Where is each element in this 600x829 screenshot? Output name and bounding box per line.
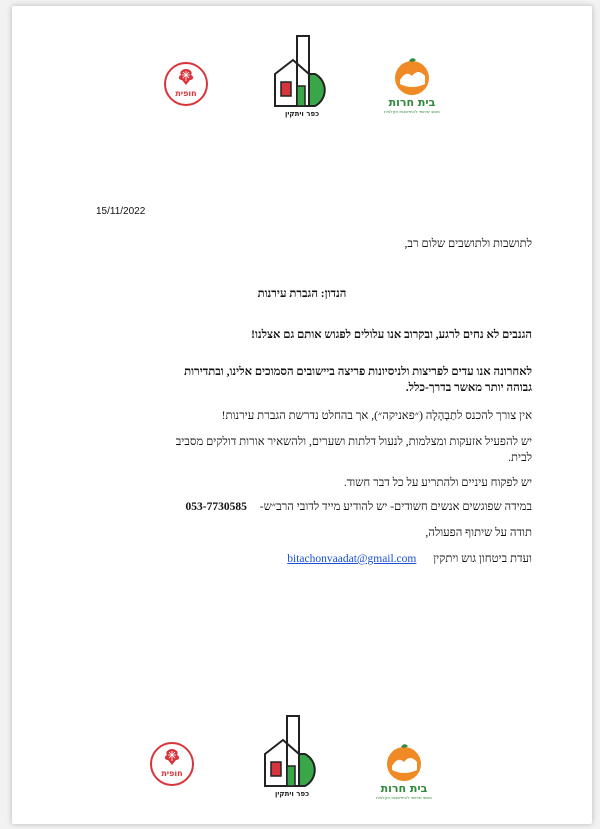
email-link[interactable]: bitachonvaadat@gmail.com bbox=[287, 553, 417, 565]
hofit-logo bbox=[150, 742, 194, 786]
house-icon bbox=[267, 34, 337, 110]
subject-line: הנדון: הגברת עירנות bbox=[257, 288, 347, 300]
letter-page bbox=[12, 6, 592, 824]
paragraph-1: הגנבים לא נחים לרגע, ובקרוב אנו עלולים לפגוש אותם גם אצלנו! bbox=[251, 329, 532, 341]
beit-herut-logo bbox=[382, 56, 442, 116]
orange-icon bbox=[392, 56, 432, 96]
paragraph-4-line-1: יש להפעיל אזעקות ומצלמות, לנעול דלתות ושערים, ולהשאיר אורות דולקים מסביב bbox=[175, 436, 532, 448]
beit-herut-tagline: מושב שיתופי להתיישבות חקלאית bbox=[376, 795, 432, 800]
paragraph-3: אין צורך להכנס לתַבְהָלָה (״פאניקה״), אך בהחלט נדרשת הגברת עירנות! bbox=[221, 410, 532, 422]
hofit-logo-name: חופית bbox=[161, 769, 183, 778]
beit-herut-name: בית חרות bbox=[388, 96, 436, 109]
letter-date: 15/11/2022 bbox=[96, 206, 146, 217]
paragraph-5: יש לפקוח עיניים ולהתריע על כל דבר חשוד. bbox=[343, 477, 532, 489]
paragraph-2-line-2: גבוהה יותר מאשר בדרך-כלל. bbox=[405, 382, 532, 394]
kfar-vitkin-logo bbox=[267, 34, 337, 120]
house-icon bbox=[257, 714, 327, 790]
beit-herut-tagline: מושב שיתופי להתיישבות חקלאית bbox=[384, 109, 440, 114]
orange-icon bbox=[384, 742, 424, 782]
paragraph-6 bbox=[72, 499, 532, 515]
signature: ועדת ביטחון גוש ויתקין bbox=[433, 553, 532, 565]
greeting: לתושבות ולתושבים שלום רב, bbox=[404, 238, 532, 250]
beit-herut-logo bbox=[374, 742, 434, 802]
paragraph-6-text: במידה שפוגשים אנשים חשודים- יש להודיע מייד לדובי הרב״ש- bbox=[259, 501, 532, 513]
kfar-vitkin-logo bbox=[257, 714, 327, 800]
hofit-logo-name: חופית bbox=[175, 89, 197, 98]
hofit-logo bbox=[164, 62, 208, 106]
phone-number[interactable]: 053-7730585 bbox=[185, 501, 247, 513]
kfar-vitkin-name: כפר ויתקין bbox=[274, 790, 310, 798]
letterhead-top bbox=[12, 34, 592, 124]
paragraph-4-line-2: לבית. bbox=[508, 452, 532, 464]
thanks-line: תודה על שיתוף הפעולה, bbox=[425, 527, 532, 539]
flower-icon bbox=[175, 67, 197, 87]
beit-herut-name: בית חרות bbox=[380, 782, 428, 795]
signature-line bbox=[72, 551, 532, 567]
flower-icon bbox=[161, 747, 183, 767]
paragraph-2-line-1: לאחרונה אנו עדים לפריצות ולניסיונות פריצה ביישובים הסמוכים אלינו, ובתדירות bbox=[184, 366, 532, 378]
kfar-vitkin-name: כפר ויתקין bbox=[284, 110, 320, 118]
letterhead-bottom bbox=[12, 724, 592, 814]
